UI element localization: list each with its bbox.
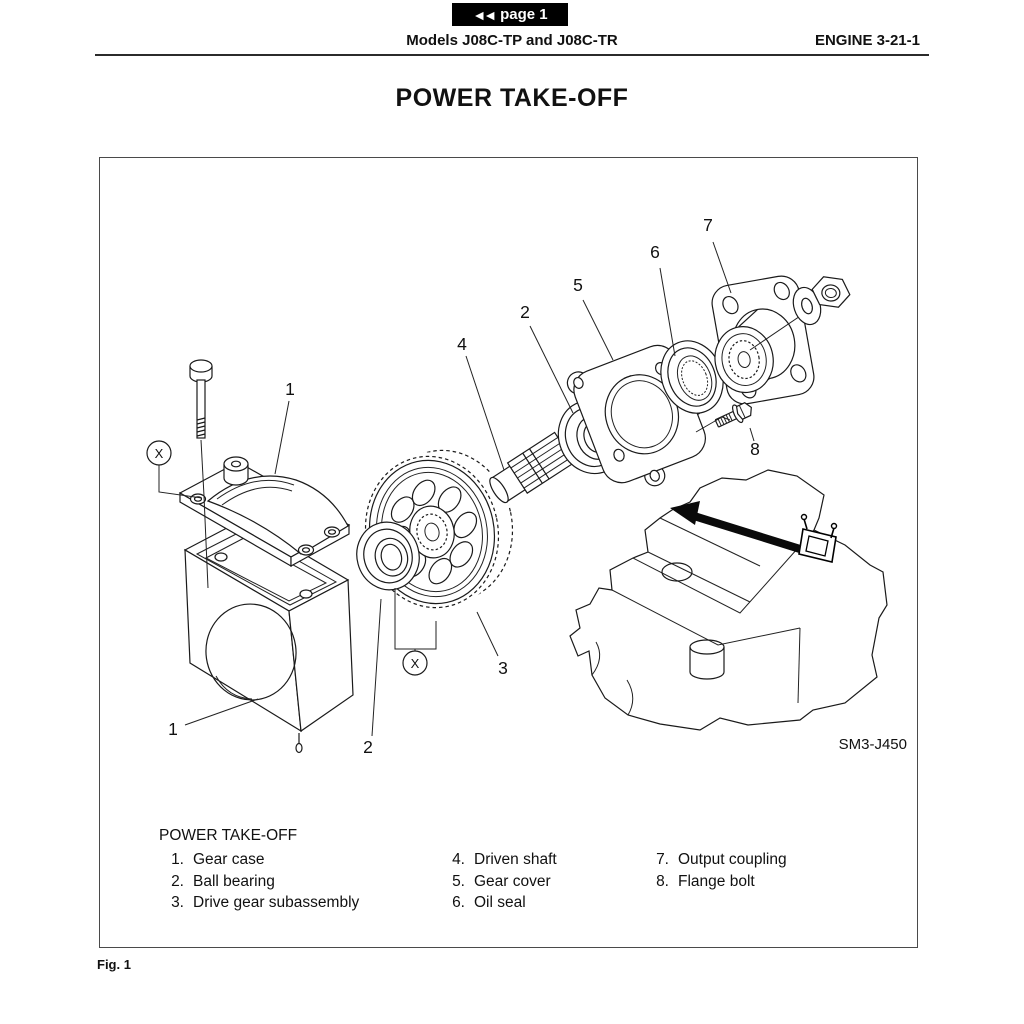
legend-column-1 (166, 849, 359, 914)
legend-column-2 (447, 849, 557, 914)
legend-item-output-coupling: 7. Output coupling (656, 851, 787, 868)
header-rule (95, 54, 929, 56)
callout-output-coupling: 7 (703, 215, 713, 235)
legend-title: POWER TAKE-OFF (159, 827, 298, 844)
callout-drive-gear: 3 (498, 658, 508, 678)
callout-gear-cover: 5 (573, 275, 583, 295)
callout-bearing-shaft: 2 (520, 302, 530, 322)
image-code: SM3-J450 (838, 736, 907, 753)
legend-item-gear-case: 1. Gear case (171, 851, 265, 868)
x-mark-right-label: X (410, 656, 420, 671)
gear-case-body (185, 519, 353, 753)
page-title: POWER TAKE-OFF (395, 84, 629, 112)
figure-box (99, 157, 918, 948)
header-section: ENGINE 3-21-1 (814, 32, 920, 49)
engine-block (570, 470, 887, 730)
figure-caption: Fig. 1 (97, 957, 131, 972)
legend-item-gear-cover: 5. Gear cover (452, 872, 551, 890)
callout-driven-shaft: 4 (457, 334, 467, 354)
legend-item-drive-gear-subassembly: 3. Drive gear subassembly (171, 894, 360, 911)
callout-gear-case-top: 1 (285, 379, 295, 399)
header-models: Models J08C-TP and J08C-TR (406, 32, 618, 49)
legend-item-flange-bolt: 8. Flange bolt (656, 872, 755, 890)
callout-bearing-gear: 2 (363, 737, 373, 757)
page-nav-button[interactable] (452, 3, 568, 26)
callout-oil-seal: 6 (650, 242, 660, 262)
callout-gear-case-bottom: 1 (168, 719, 178, 739)
page-nav-label: page 1 (500, 6, 548, 23)
legend-item-driven-shaft: 4. Driven shaft (452, 851, 557, 868)
back-arrows-icon: ◄◄ (472, 6, 495, 23)
legend-item-ball-bearing: 2. Ball bearing (171, 872, 275, 890)
legend-item-oil-seal: 6. Oil seal (452, 894, 526, 911)
exploded-diagram (100, 158, 917, 818)
legend-column-3 (651, 849, 787, 892)
direction-arrow (670, 501, 800, 549)
x-mark-left-label: X (154, 446, 164, 461)
callout-flange-bolt: 8 (750, 439, 760, 459)
